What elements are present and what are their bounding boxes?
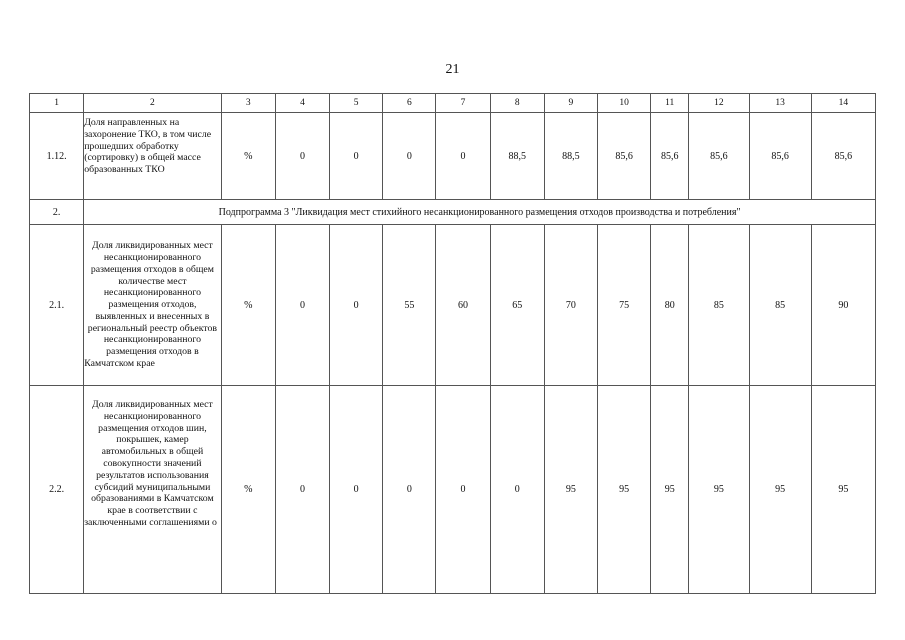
value-cell: 85: [689, 225, 749, 386]
value-cell: 95: [749, 386, 811, 594]
table-header-row: [30, 94, 876, 113]
column-header: 1: [30, 94, 84, 113]
value-cell: 0: [275, 225, 329, 386]
table-row: [30, 225, 876, 386]
value-cell: 0: [330, 113, 383, 200]
unit-cell: %: [221, 113, 275, 200]
column-header: 4: [275, 94, 329, 113]
column-header: 10: [597, 94, 650, 113]
value-cell: 0: [275, 386, 329, 594]
subprogram-row: [30, 200, 876, 225]
column-header: 2: [84, 94, 221, 113]
column-header: 7: [436, 94, 490, 113]
value-cell: 0: [383, 113, 436, 200]
column-header: 14: [811, 94, 875, 113]
row-number: 2.: [30, 200, 84, 225]
column-header: 8: [490, 94, 544, 113]
value-cell: 88,5: [490, 113, 544, 200]
value-cell: 80: [651, 225, 689, 386]
value-cell: 95: [651, 386, 689, 594]
row-number: 1.12.: [30, 113, 84, 200]
column-header: 3: [221, 94, 275, 113]
value-cell: 0: [330, 386, 383, 594]
value-cell: 70: [544, 225, 597, 386]
value-cell: 0: [383, 386, 436, 594]
value-cell: 60: [436, 225, 490, 386]
value-cell: 55: [383, 225, 436, 386]
unit-cell: %: [221, 225, 275, 386]
table-row: [30, 113, 876, 200]
table-row: [30, 386, 876, 594]
column-header: 13: [749, 94, 811, 113]
column-header: 5: [330, 94, 383, 113]
value-cell: 90: [811, 225, 875, 386]
value-cell: 85,6: [651, 113, 689, 200]
value-cell: 95: [544, 386, 597, 594]
value-cell: 0: [330, 225, 383, 386]
column-header: 11: [651, 94, 689, 113]
indicator-name: Доля направленных на захоронение ТКО, в том числе прошедших обработку (сортировку) в общей массе образованных ТКО: [84, 113, 221, 200]
value-cell: 0: [436, 386, 490, 594]
value-cell: 95: [689, 386, 749, 594]
value-cell: 0: [436, 113, 490, 200]
value-cell: 88,5: [544, 113, 597, 200]
subprogram-title: Подпрограмма 3 "Ликвидация мест стихийного несанкционированного размещения отходов производства и потребления": [84, 200, 876, 225]
value-cell: 0: [490, 386, 544, 594]
page-number: 21: [445, 62, 460, 77]
value-cell: 85,6: [689, 113, 749, 200]
column-header: 9: [544, 94, 597, 113]
indicators-table: [29, 93, 876, 594]
value-cell: 85,6: [811, 113, 875, 200]
value-cell: 85: [749, 225, 811, 386]
row-number: 2.2.: [30, 386, 84, 594]
column-header: 6: [383, 94, 436, 113]
row-number: 2.1.: [30, 225, 84, 386]
value-cell: 85,6: [749, 113, 811, 200]
indicator-name: Доля ликвидированных мест несанкционированного размещения отходов в общем количестве мест несанкционированного размещения отходов, выявленных и внесенных в региональный реестр объектов несанкционированного размещения отходов в Камчатском крае: [84, 225, 221, 386]
value-cell: 95: [597, 386, 650, 594]
column-header: 12: [689, 94, 749, 113]
value-cell: 75: [597, 225, 650, 386]
value-cell: 0: [275, 113, 329, 200]
value-cell: 85,6: [597, 113, 650, 200]
value-cell: 95: [811, 386, 875, 594]
unit-cell: %: [221, 386, 275, 594]
value-cell: 65: [490, 225, 544, 386]
indicator-name: Доля ликвидированных мест несанкционированного размещения отходов шин, покрышек, камер автомобильных в общей совокупности значений результатов использования субсидий муниципальными образованиями в Камчатском крае в соответствии с заключенными соглашениями о: [84, 386, 221, 594]
